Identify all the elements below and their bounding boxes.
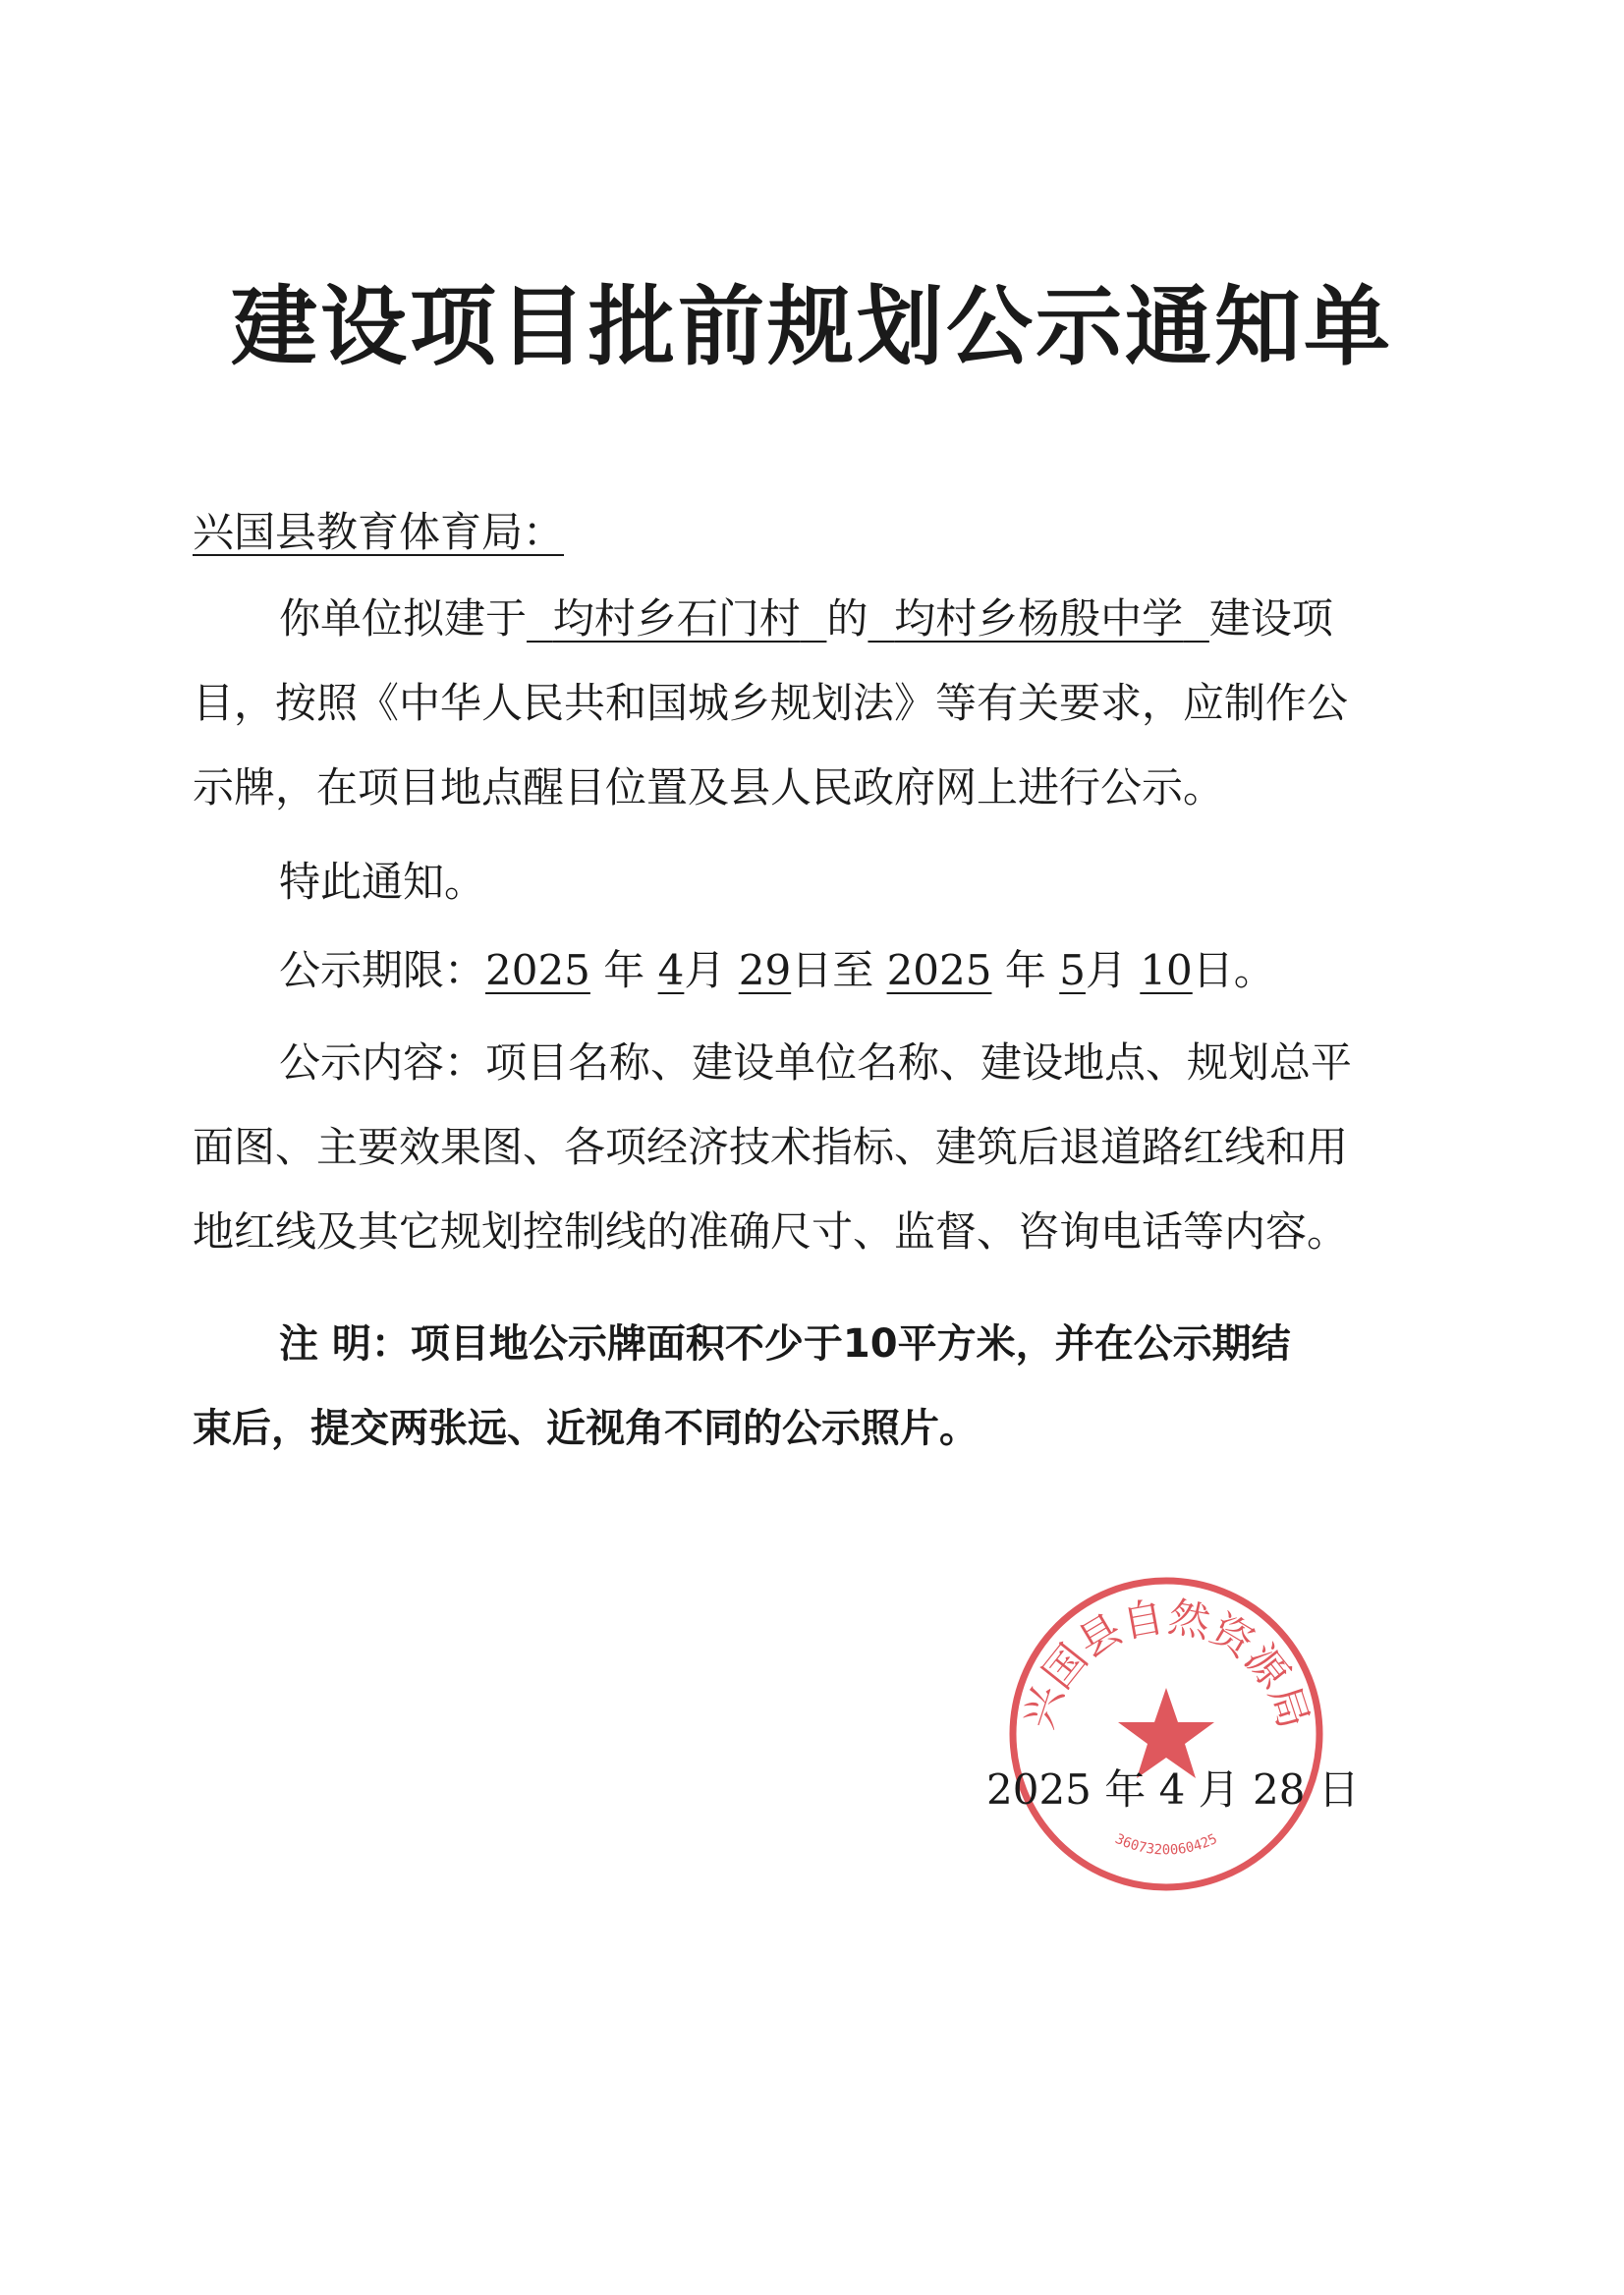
seal-code: 3607320060425 — [1112, 1830, 1220, 1859]
recipient-name: 兴国县教育体育局： — [193, 508, 565, 556]
start-year: 2025 — [485, 946, 590, 994]
unit: 年 — [1004, 946, 1046, 994]
issue-date: 2025 年 4 月 28 日 — [986, 1765, 1360, 1814]
end-day: 10 — [1140, 946, 1193, 994]
location-value: 均村乡石门村 — [552, 594, 801, 643]
project-value: 均村乡杨殷中学 — [894, 594, 1184, 643]
unit: 年 — [603, 946, 645, 994]
text: 你单位拟建于 — [279, 594, 528, 643]
project-location — [527, 594, 826, 643]
paragraph-1-line-2: 目，按照《中华人民共和国城乡规划法》等有关要求，应制作公 — [193, 679, 1349, 727]
content-line-2: 面图、主要效果图、各项经济技术指标、建筑后退道路红线和用 — [193, 1123, 1349, 1171]
content-line-1: 公示内容：项目名称、建设单位名称、建设地点、规划总平 — [279, 1038, 1353, 1087]
official-seal — [1004, 1572, 1328, 1896]
period-label: 公示期限： — [279, 946, 486, 994]
note-line-1: 注 明：项目地公示牌面积不少于10平方米，并在公示期结 — [279, 1321, 1291, 1367]
page-title: 建设项目批前规划公示通知单 — [230, 276, 1393, 377]
end-year: 2025 — [886, 946, 992, 994]
start-month: 4 — [657, 946, 685, 994]
publicity-period — [279, 941, 1275, 1000]
notice-text: 特此通知。 — [279, 858, 486, 906]
unit: 月 — [684, 946, 726, 994]
text: 日。 — [1192, 946, 1275, 994]
text: 日至 — [791, 946, 874, 994]
content-line-3: 地红线及其它规划控制线的准确尺寸、监督、咨询电话等内容。 — [193, 1207, 1349, 1256]
paragraph-1-line-3: 示牌，在项目地点醒目位置及县人民政府网上进行公示。 — [193, 763, 1225, 812]
recipient — [193, 503, 564, 562]
paragraph-1-line-1 — [279, 589, 1333, 648]
text: 建设项 — [1208, 594, 1333, 643]
unit: 月 — [1085, 946, 1127, 994]
project-name — [868, 594, 1208, 643]
note-line-2: 束后，提交两张远、近视角不同的公示照片。 — [193, 1406, 979, 1451]
start-day: 29 — [738, 946, 792, 994]
text: 的 — [826, 594, 868, 643]
end-month: 5 — [1059, 946, 1086, 994]
seal-text: 兴国县自然资源局 — [1014, 1592, 1318, 1735]
